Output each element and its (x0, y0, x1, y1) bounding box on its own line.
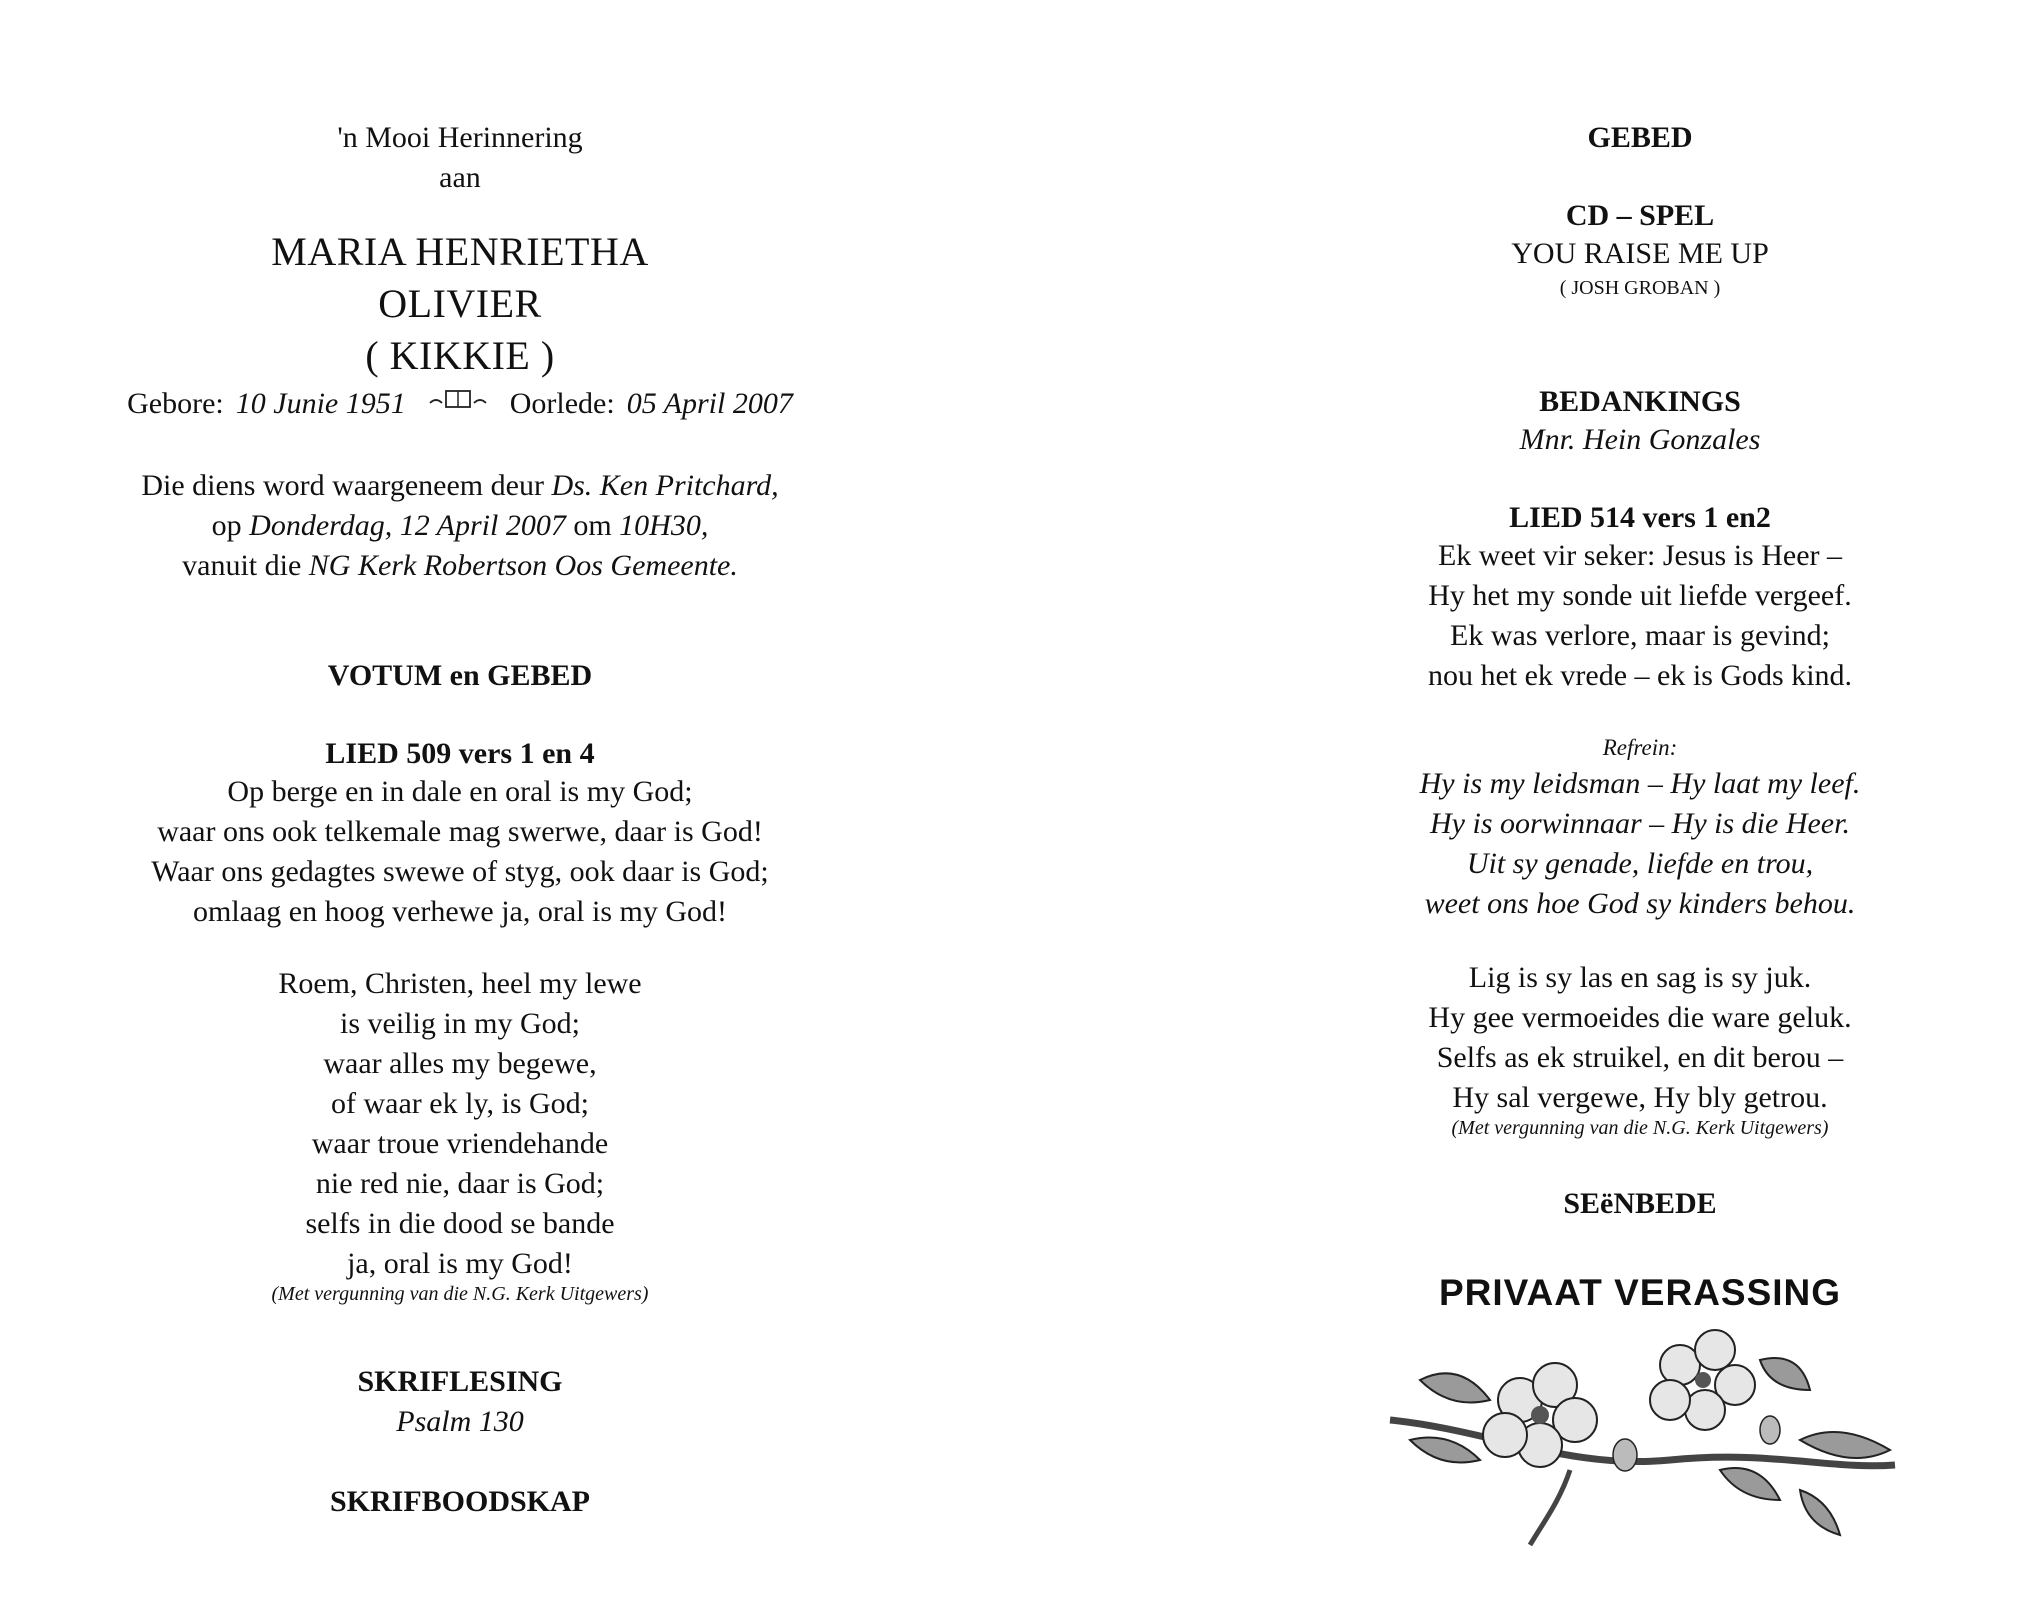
refrein-label: Refrein: (1602, 735, 1678, 760)
lied-514-verse-1 (1320, 536, 1960, 696)
verse-line: ja, oral is my God! (347, 1247, 573, 1280)
refrein-line: Uit sy genade, liefde en trou, (1466, 847, 1814, 880)
bedankings-heading: BEDANKINGS (1539, 385, 1741, 418)
lied-514-heading: LIED 514 vers 1 en2 (1509, 501, 1771, 534)
verse-line: Ek weet vir seker: Jesus is Heer – (1437, 539, 1843, 572)
open-book-icon (428, 384, 488, 424)
verse-line: is veilig in my God; (340, 1007, 580, 1040)
service-line-1 (0, 466, 920, 506)
verse-line: of waar ek ly, is God; (331, 1087, 589, 1120)
name-line-3: ( KIKKIE ) (365, 333, 555, 378)
privaat-verassing-heading: PRIVAAT VERASSING (1438, 1272, 1842, 1313)
verse-line: waar alles my begewe, (323, 1047, 597, 1080)
minister-name: Ds. Ken Pritchard, (551, 469, 779, 502)
votum-heading: VOTUM en GEBED (327, 659, 593, 692)
flower-branch-illustration (1320, 1320, 1960, 1550)
service-l2-om: om (573, 509, 612, 542)
intro (0, 118, 920, 198)
service-time: 10H30, (619, 509, 709, 542)
died-label: Oorlede: (509, 387, 615, 420)
lied-514-verse-2 (1320, 958, 1960, 1118)
verse-line: waar troue vriendehande (311, 1127, 609, 1160)
song-title: YOU RAISE ME UP (1511, 237, 1769, 270)
verse-line: selfs in die dood se bande (305, 1207, 615, 1240)
refrein-line: Hy is my leidsman – Hy laat my leef. (1419, 767, 1861, 800)
verse-line: Ek was verlore, maar is gevind; (1450, 619, 1830, 652)
gebed-heading: GEBED (1587, 121, 1693, 154)
permission-note-right: (Met vergunning van die N.G. Kerk Uitgewers) (1451, 1117, 1829, 1139)
verse-line: nou het ek vrede – ek is Gods kind. (1427, 659, 1853, 692)
born-label: Gebore: (127, 387, 224, 420)
skriflesing-heading: SKRIFLESING (357, 1365, 563, 1398)
service-line-3 (0, 546, 920, 586)
lied-509-verse-1 (0, 772, 920, 932)
service-l3-text: vanuit die (182, 549, 302, 582)
intro-line-2: aan (439, 161, 481, 194)
skrifboodskap-heading: SKRIFBOODSKAP (329, 1485, 591, 1518)
deceased-name (0, 226, 920, 382)
verse-line: Hy het my sonde uit liefde vergeef. (1428, 579, 1852, 612)
verse-line: Roem, Christen, heel my lewe (278, 967, 642, 1000)
lied-509-heading: LIED 509 vers 1 en 4 (325, 737, 595, 770)
verse-line: omlaag en hoog verhewe ja, oral is my God! (192, 895, 727, 928)
verse-line: Op berge en in dale en oral is my God; (227, 775, 693, 808)
right-page (1320, 0, 1960, 1603)
died-date: 05 April 2007 (626, 387, 793, 420)
service-details (0, 466, 920, 586)
lied-509-verse-4 (0, 964, 920, 1284)
verse-line: Lig is sy las en sag is sy juk. (1468, 961, 1812, 994)
verse-line: Hy gee vermoeides die ware geluk. (1428, 1001, 1852, 1034)
service-line-2 (0, 506, 920, 546)
service-date: Donderdag, 12 April 2007 (249, 509, 566, 542)
name-line-1: MARIA HENRIETHA (271, 229, 649, 274)
psalm-reference: Psalm 130 (396, 1405, 524, 1438)
name-line-2: OLIVIER (378, 281, 542, 326)
intro-line-1: 'n Mooi Herinnering (337, 121, 583, 154)
verse-line: Waar ons gedagtes swewe of styg, ook daar is God; (151, 855, 769, 888)
verse-line: waar ons ook telkemale mag swerwe, daar is God! (157, 815, 763, 848)
left-page (0, 0, 920, 1603)
refrein-line: Hy is oorwinnaar – Hy is die Heer. (1430, 807, 1850, 840)
service-l2-text: op (211, 509, 242, 542)
seenbede-heading: SEëNBEDE (1563, 1187, 1717, 1220)
verse-line: nie red nie, daar is God; (315, 1167, 605, 1200)
song-artist: ( JOSH GROBAN ) (1559, 277, 1721, 299)
cd-spel-heading: CD – SPEL (1565, 199, 1715, 232)
thanks-name: Mnr. Hein Gonzales (1519, 423, 1761, 456)
born-date: 10 Junie 1951 (235, 387, 406, 420)
church-name: NG Kerk Robertson Oos Gemeente. (308, 549, 738, 582)
service-l1-text: Die diens word waargeneem deur (141, 469, 544, 502)
permission-note-left: (Met vergunning van die N.G. Kerk Uitgewers) (271, 1283, 649, 1305)
verse-line: Selfs as ek struikel, en dit berou – (1436, 1041, 1844, 1074)
refrein-line: weet ons hoe God sy kinders behou. (1424, 887, 1856, 920)
dates-row (0, 384, 920, 424)
refrein (1320, 764, 1960, 924)
verse-line: Hy sal vergewe, Hy bly getrou. (1452, 1081, 1828, 1114)
